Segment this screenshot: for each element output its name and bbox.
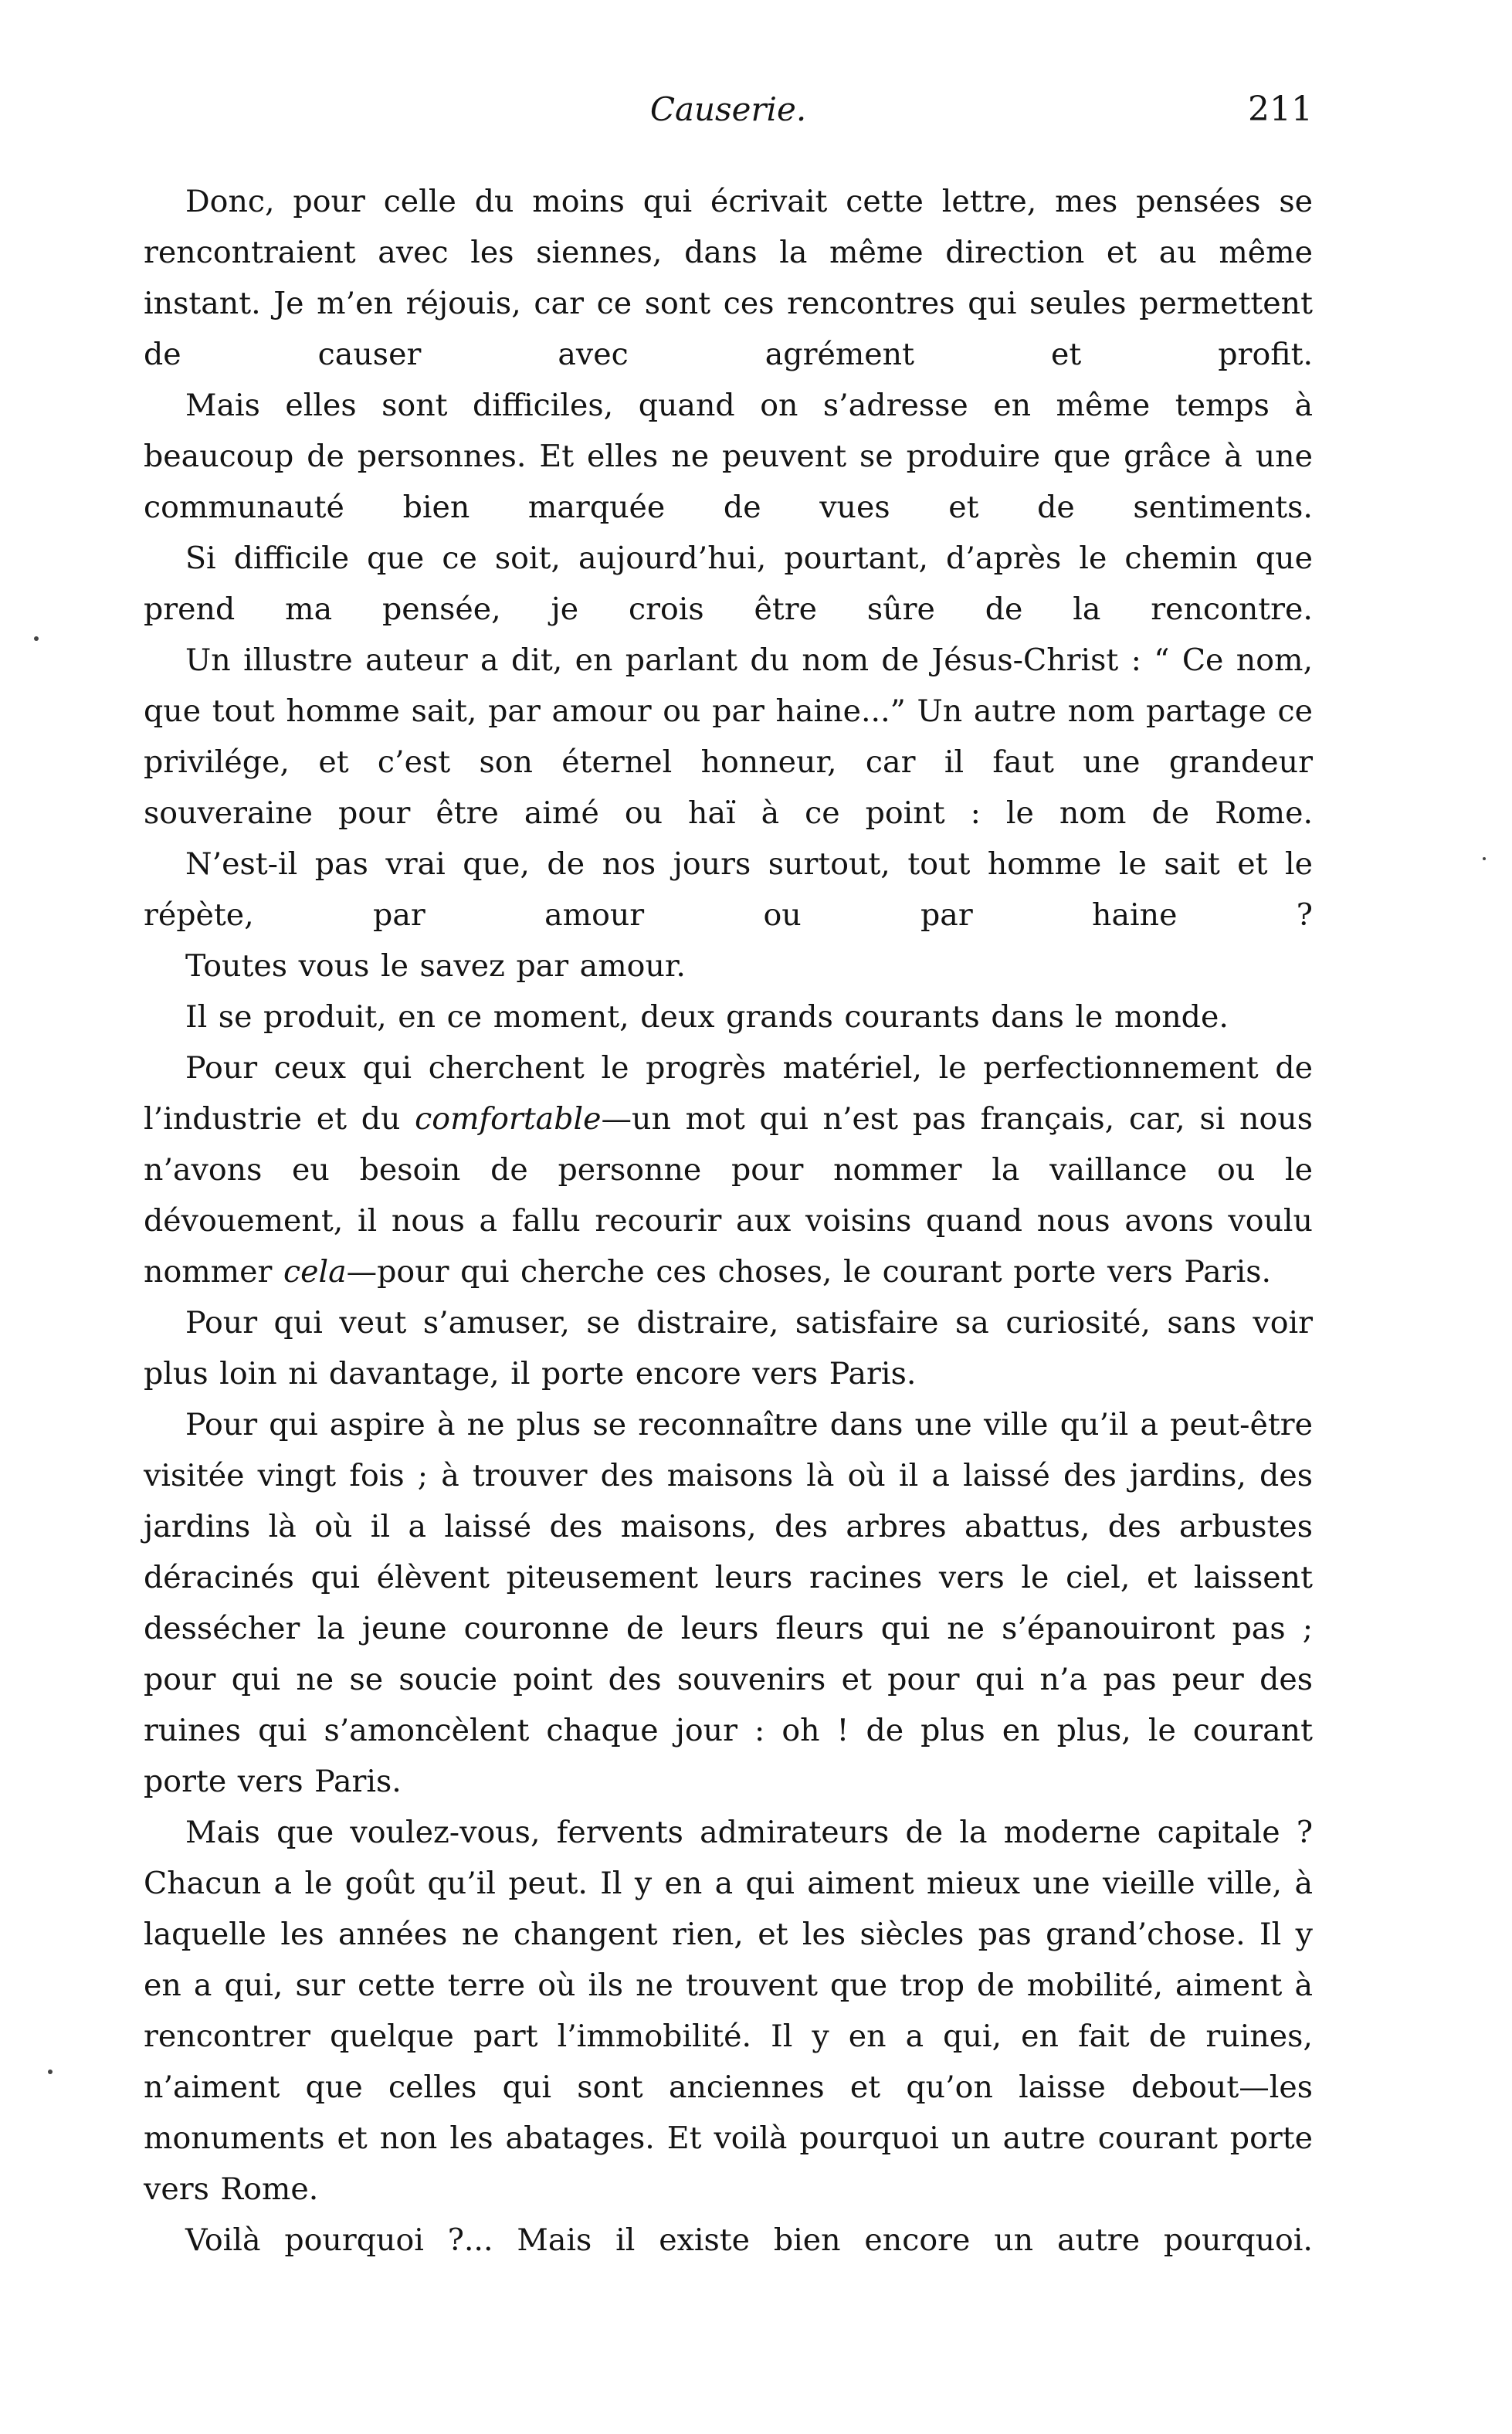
paragraph: Pour qui veut s’amuser, se distraire, satisfaire sa curiosité, sans voir plus loin ni davantage, il porte encore vers Paris. xyxy=(144,1305,1313,1392)
print-speck xyxy=(48,2070,53,2074)
paragraph-comfortable xyxy=(144,1042,1313,1297)
print-speck xyxy=(34,636,39,641)
print-speck xyxy=(1483,857,1486,860)
paragraph: Un illustre auteur a dit, en parlant du nom de Jésus-Christ : “ Ce nom, que tout homme sait, par amour ou par haine...” Un autre nom partage ce privilége, et c’est son éternel honneur, car il faut une grandeur souveraine pour être aimé ou haï à ce point : le nom de Rome. xyxy=(144,642,1313,831)
paragraph: Mais elles sont difficiles, quand on s’adresse en même temps à beaucoup de personnes. Et elles ne peuvent se produire que grâce à une communauté bien marquée de vues et de sentiments. xyxy=(144,388,1313,525)
page-number: 211 xyxy=(1248,90,1313,129)
italic-word: cela xyxy=(283,1254,347,1290)
running-header xyxy=(144,86,1313,141)
paragraph: Si difficile que ce soit, aujourd’hui, pourtant, d’après le chemin que prend ma pensée, je crois être sûre de la rencontre. xyxy=(144,541,1313,627)
paragraph: Mais que voulez-vous, fervents admirateurs de la moderne capitale ? Chacun a le goût qu’il peut. Il y en a qui aiment mieux une vieille ville, à laquelle les années ne changent rien, et les siècles pas grand’chose. Il y en a qui, sur cette terre où ils ne trouvent que trop de mobilité, aiment à rencontrer quelque part l’immobilité. Il y en a qui, en fait de ruines, n’aiment que celles qui sont anciennes et qu’on laisse debout—les monuments et non les abatages. Et voilà pourquoi un autre courant porte vers Rome. xyxy=(144,1815,1313,2207)
paragraph-text: —pour qui cherche ces choses, le courant porte vers Paris. xyxy=(346,1254,1272,1290)
paragraph: Voilà pourquoi ?... Mais il existe bien encore un autre pourquoi. xyxy=(185,2222,1313,2258)
body-text xyxy=(144,176,1313,2266)
paragraph-text: —un mot qui n’est pas français, car, si nous n’avons eu besoin de personne pour nommer la vaillance ou le dévouement, il nous a fallu recourir aux voisins quand nous avons voulu nommer xyxy=(144,1101,1313,1290)
paragraph: Donc, pour celle du moins qui écrivait cette lettre, mes pensées se rencontraient avec les siennes, dans la même direction et au même instant. Je m’en réjouis, car ce sont ces rencontres qui seules permettent de causer avec agrément et profit. xyxy=(144,184,1313,372)
paragraph: N’est-il pas vrai que, de nos jours surtout, tout homme le sait et le répète, par amour ou par haine ? xyxy=(144,846,1313,933)
running-title: Causerie. xyxy=(649,90,807,128)
paragraph-text: Pour ceux qui cherchent le progrès matériel, le perfectionnement de l’industrie et du xyxy=(144,1050,1313,1137)
paragraph: Il se produit, en ce moment, deux grands courants dans le monde. xyxy=(185,999,1229,1035)
paragraph: Pour qui aspire à ne plus se reconnaître dans une ville qu’il a peut-être visitée vingt fois ; à trouver des maisons là où il a laissé des jardins, des jardins là où il a laissé des maisons, des arbres abattus, des arbustes déracinés qui élèvent piteusement leurs racines vers le ciel, et laissent dessécher la jeune couronne de leurs fleurs qui ne s’épanouiront pas ; pour qui ne se soucie point des souvenirs et pour qui n’a pas peur des ruines qui s’amoncèlent chaque jour : oh ! de plus en plus, le courant porte vers Paris. xyxy=(144,1407,1313,1799)
italic-word: comfortable xyxy=(415,1101,602,1137)
paragraph: Toutes vous le savez par amour. xyxy=(185,948,686,984)
